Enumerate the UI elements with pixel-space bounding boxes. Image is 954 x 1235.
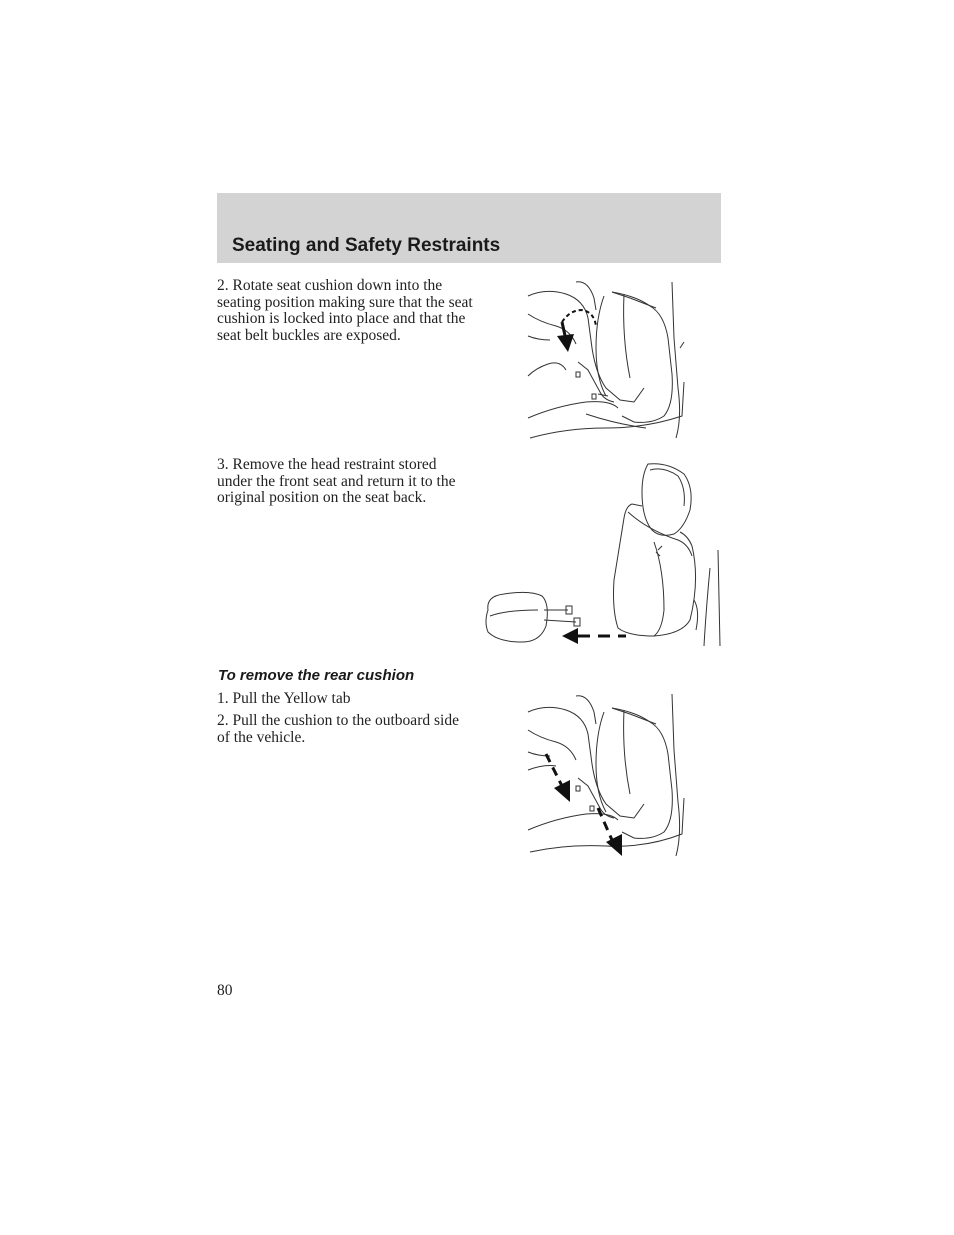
page-number: 80 — [217, 982, 233, 999]
step-1-pull-tab: 1. Pull the Yellow tab — [217, 690, 351, 707]
step-2-pull-cushion: 2. Pull the cushion to the outboard side of the vehicle. — [217, 712, 459, 746]
remove-rear-cushion-illustration — [526, 690, 686, 860]
section-title: Seating and Safety Restraints — [232, 235, 501, 256]
head-restraint-illustration — [478, 460, 724, 648]
seat-cushion-rotate-illustration — [526, 278, 686, 440]
step-2-rotate-cushion: 2. Rotate seat cushion down into the seating position making sure that the seat cushion is locked into place and that the seat belt buckles are exposed. — [217, 277, 473, 344]
remove-rear-cushion-heading: To remove the rear cushion — [218, 667, 415, 684]
step-3-return-head-restraint: 3. Remove the head restraint stored under the front seat and return it to the original position on the seat back. — [217, 456, 456, 506]
section-header — [217, 193, 721, 263]
